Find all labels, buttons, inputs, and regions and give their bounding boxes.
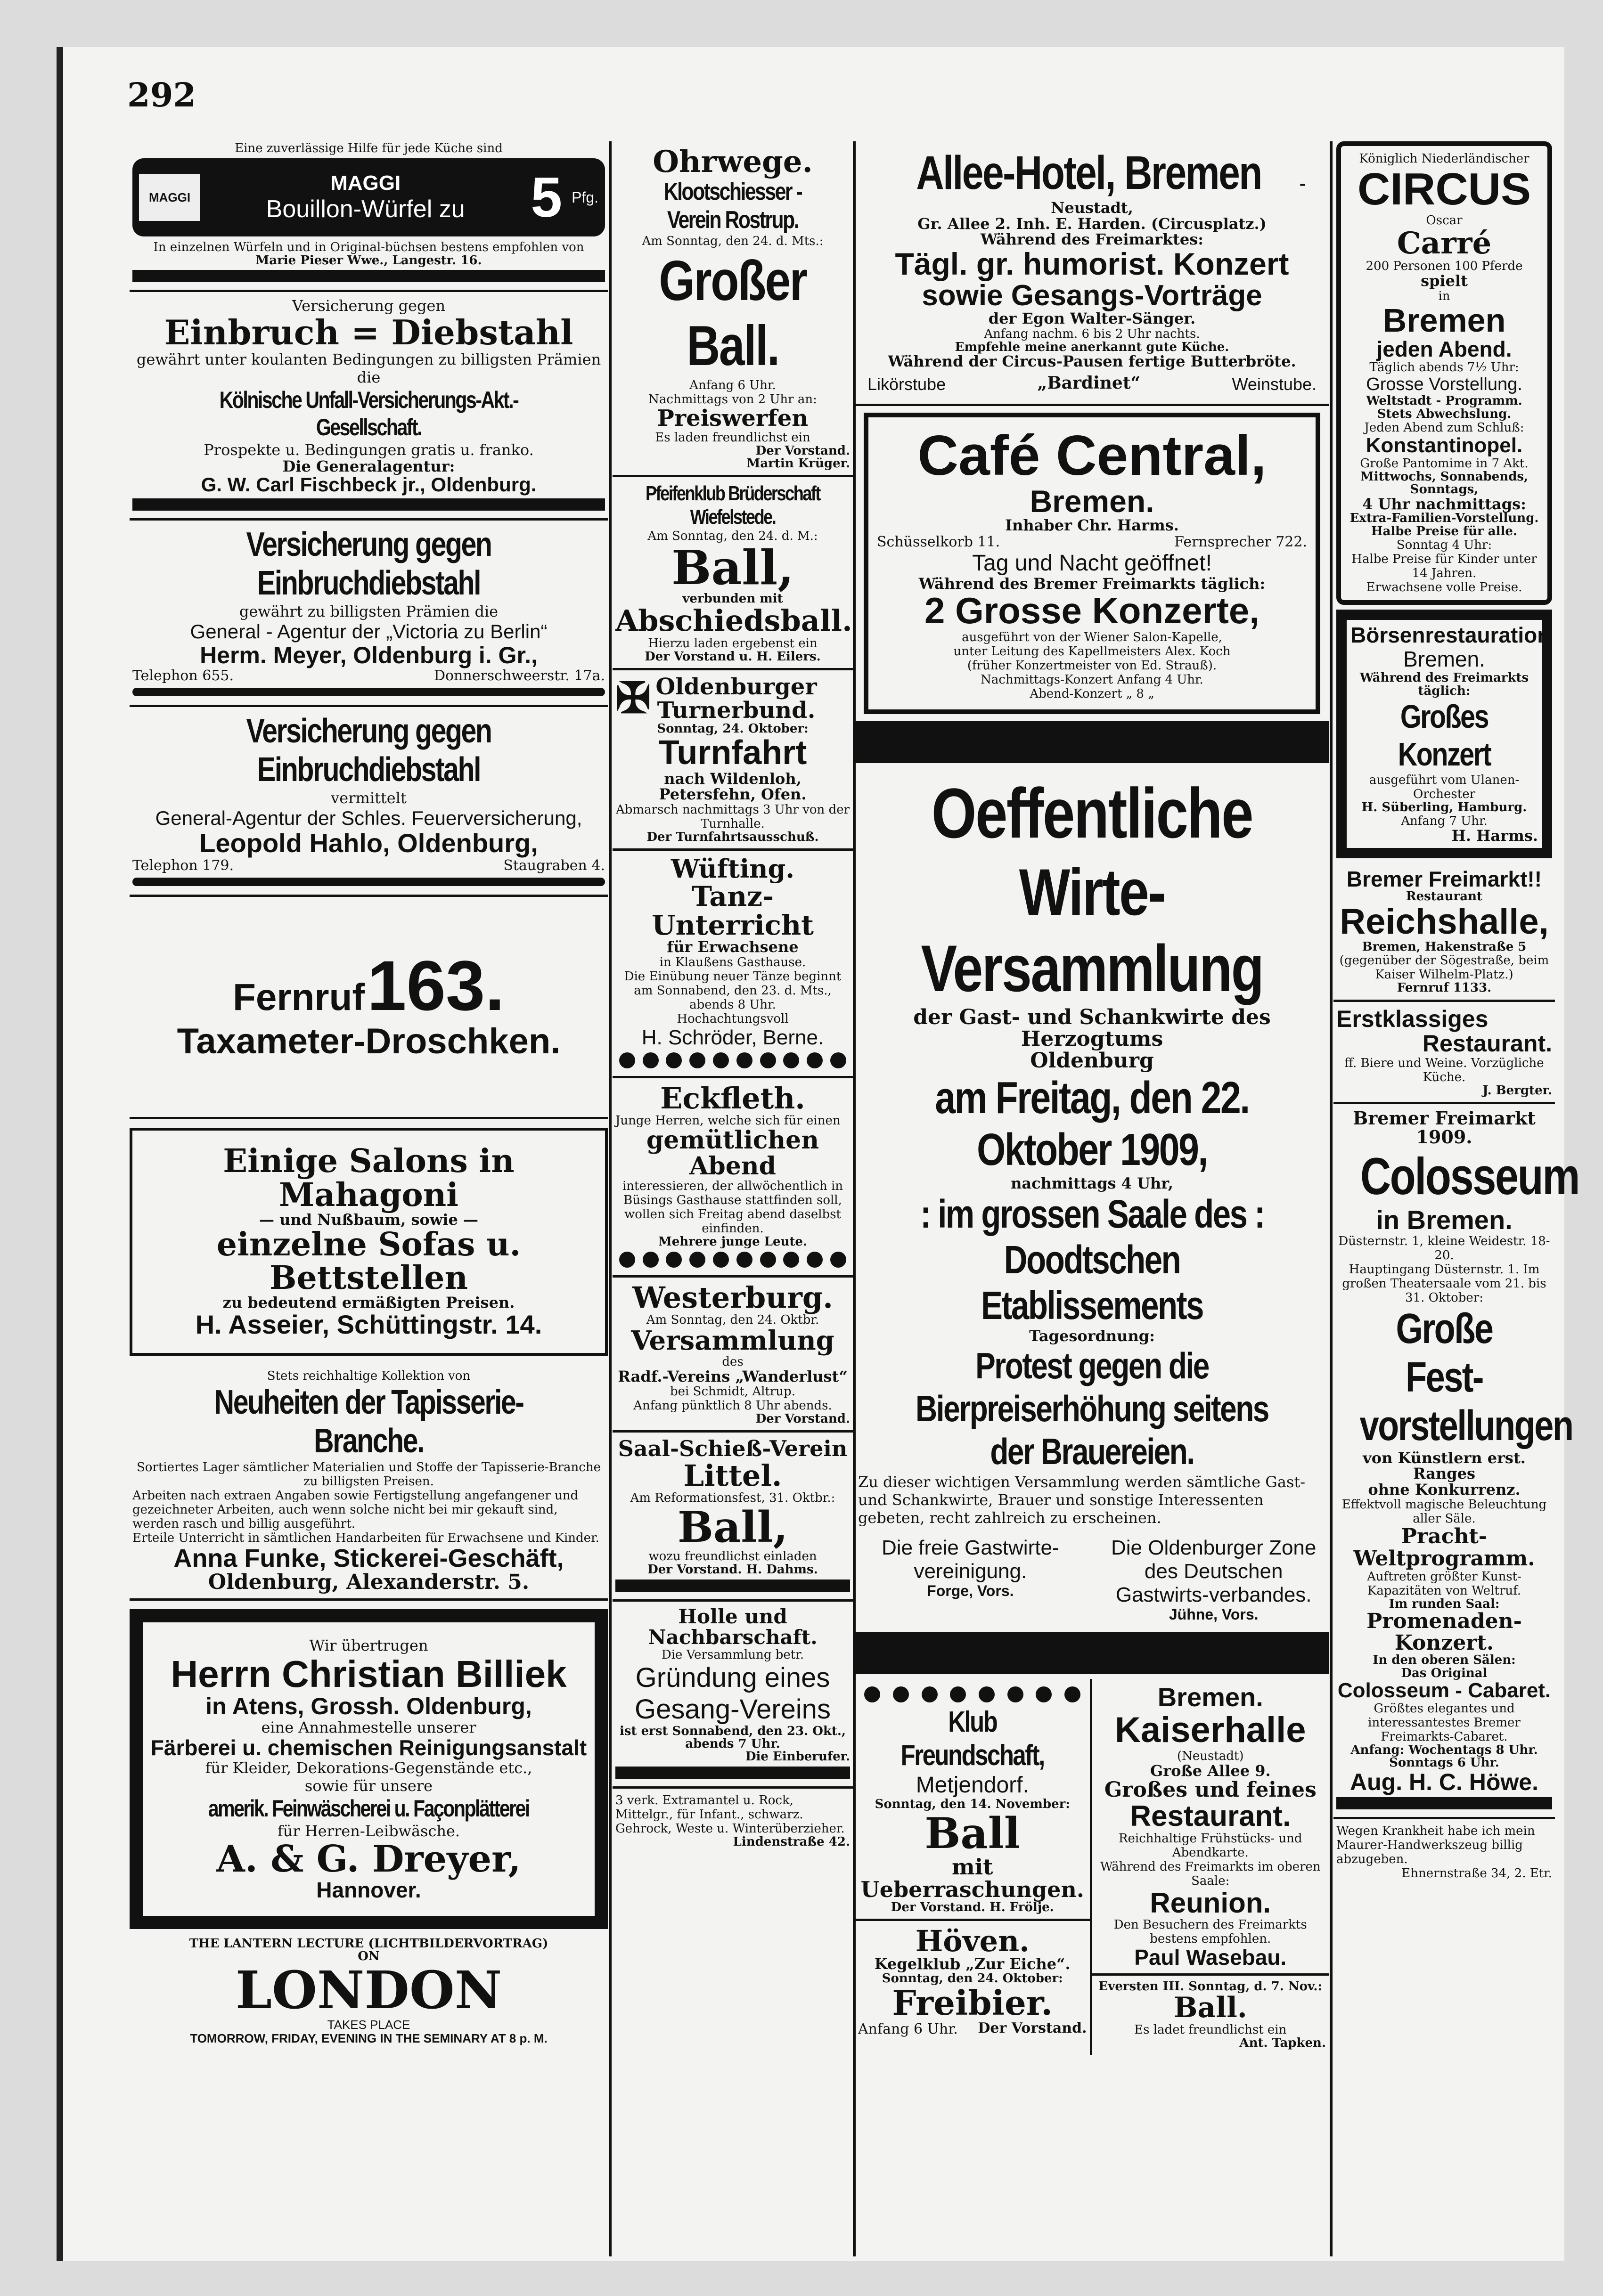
london-kicker: THE LANTERN LECTURE (LICHTBILDERVORTRAG) [189, 1936, 548, 1951]
kaiserhalle-ad [1092, 1679, 1329, 1976]
kaiser-addr: Große Allee 9. [1150, 1761, 1271, 1780]
boersen-band: H. Süberling, Hamburg. [1361, 800, 1527, 814]
circus-owner-label: Oscar [1426, 213, 1463, 228]
maggi-shop: Marie Pieser Wwe., Langestr. 16. [255, 253, 482, 268]
westerburg-ad [613, 1278, 853, 1433]
maurer-addr: Ehnernstraße 34, 2. Etr. [1401, 1866, 1552, 1881]
kaiser-during: Während des Freimarkts im oberen Saale: [1100, 1859, 1321, 1888]
maggi-brand: MAGGI [330, 171, 401, 195]
fernruf-label: Fernruf [232, 976, 365, 1018]
hoeven-title: Höven. [915, 1924, 1030, 1959]
col-prom: Promenaden-Konzert. [1366, 1609, 1522, 1655]
cafe-perf2: unter Leitung des Kapellmeisters Alex. Koch [953, 644, 1231, 659]
ohrwege-club: Klootschiesser - Verein Rostrup. [663, 178, 802, 234]
cafe-perf3: (früher Konzertmeister von Ed. Strauß). [967, 659, 1217, 673]
klub-event: Ball [924, 1808, 1021, 1858]
boersen-concert: Großes Konzert [1398, 698, 1491, 773]
col-kicker: Bremer Freimarkt 1909. [1353, 1107, 1536, 1148]
circus-family: Extra-Familien-Vorstellung. [1349, 511, 1539, 526]
col-theatre: Hauptingang Düsternstr. 1. Im großen Theatersaale vom 21. bis 31. Oktober: [1342, 1262, 1546, 1305]
dot-divider [858, 1686, 1087, 1702]
boersen-ad [1336, 610, 1552, 858]
schles-phone: Telephon 179. [132, 857, 234, 874]
klub-ad [855, 1679, 1090, 1921]
reich-phone: Fernruf 1133. [1397, 981, 1492, 995]
erst-title: Erstklassiges [1336, 1005, 1488, 1032]
cafe-during: Während des Bremer Freimarkts täglich: [918, 574, 1266, 593]
maggi-banner [132, 158, 605, 236]
dreyer-goods: für Kleider, Dekorations-Gegenstände etc., [205, 1759, 532, 1777]
dreyer-place: in Atens, Grossh. Oldenburg, [205, 1693, 532, 1719]
pfeifen-title: Pfeifenklub Brüderschaft Wiefelstede. [646, 482, 820, 529]
ohrwege-title: Ohrwege. [653, 144, 813, 179]
london-when: TOMORROW, FRIDAY, EVENING IN THE SEMINARY AT 8 p. M. [190, 2031, 548, 2045]
wirte-place2: Doodtschen Etablissements [981, 1238, 1203, 1328]
holle-date: ist erst Sonnabend, den 23. Okt., abends 7 Uhr. [620, 1724, 846, 1751]
einbruch-kicker: Versicherung gegen [292, 297, 446, 315]
allee-bar-left: Likörstube [867, 374, 946, 394]
kaiser-visitors: Den Besuchern des Freimarkts bestens empfohlen. [1113, 1917, 1307, 1946]
turner-route: nach Wildenloh, Petersfehn, Ofen. [659, 769, 807, 804]
klub-date: Sonntag, den 14. November: [875, 1797, 1070, 1812]
maurer-text: Wegen Krankheit habe ich mein Maurer-Handwerkszeug billig abzugeben. [1336, 1824, 1535, 1867]
col-addr: Düsternstr. 1, kleine Weidestr. 18-20. [1338, 1234, 1550, 1262]
everst-text: Eversten III. Sonntag, d. 7. Nov.: [1098, 1979, 1323, 1994]
kaiser-rest1: Großes und feines [1104, 1777, 1317, 1802]
holle-title: Holle und Nachbarschaft. [648, 1604, 818, 1649]
salons-line4: zu bedeutend ermäßigten Preisen. [222, 1294, 515, 1312]
circus-half: Halbe Preise für alle. [1371, 524, 1517, 538]
col-bar: Größtes elegantes und interessantestes Bremer Freimarkts-Cabaret. [1368, 1702, 1521, 1744]
littel-date: Am Reformationsfest, 31. Oktbr.: [630, 1490, 835, 1505]
eckfleth-title: Eckfleth. [660, 1081, 805, 1116]
circus-variety: Stets Abwechslung. [1377, 407, 1512, 421]
kaiser-city: Bremen. [1157, 1682, 1263, 1712]
schles-text: vermittelt [331, 789, 407, 807]
coat-addr: Lindenstraße 42. [733, 1834, 850, 1849]
maggi-kicker: Eine zuverlässige Hilfe für jede Küche sind [235, 141, 503, 155]
circus-ad [1336, 141, 1552, 605]
wirte-region: Oldenburg [1030, 1049, 1154, 1073]
victoria-agency: General - Agentur der „Victoria zu Berlin“ [190, 620, 548, 643]
everst-event: Ball. [1173, 1991, 1247, 2025]
hoeven-ad [855, 1921, 1090, 2042]
tapisserie-text3: Erteile Unterricht in sämtlichen Handarbeiten für Erwachsene und Kinder. [132, 1531, 599, 1545]
maggi-unit: Pfg. [572, 188, 598, 206]
tapisserie-kicker: Stets reichhaltige Kollektion von [267, 1368, 471, 1383]
klub-sign: Der Vorstand. H. Frölje. [891, 1900, 1054, 1914]
klub-title: Klub Freundschaft, [900, 1706, 1044, 1772]
westerburg-des: des [722, 1354, 744, 1369]
eckfleth-text2: interessieren, der allwöchentlich in Büsings Gasthause stattfinden soll, wollen sich Freitag abend daselbst einfinden. [622, 1179, 843, 1236]
littel-invite: wozu freundlichst einladen [648, 1549, 817, 1564]
dreyer-city: Hannover. [316, 1878, 421, 1903]
dreyer-ad [130, 1609, 608, 1929]
kaiser-district: (Neustadt) [1177, 1749, 1244, 1763]
allee-time: Anfang nachm. 6 bis 2 Uhr nachts. [984, 326, 1200, 341]
circus-daily: jeden Abend. [1376, 337, 1512, 362]
maggi-price: 5 [531, 166, 563, 229]
circus-adults: Erwachsene volle Preise. [1366, 580, 1522, 594]
einbruch-text: gewährt unter koulanten Bedingungen zu billigsten Prämien die [136, 350, 601, 386]
reich-label: Restaurant [1406, 889, 1482, 904]
divider [132, 688, 605, 696]
circus-sunday: Sonntag 4 Uhr: [1396, 537, 1492, 552]
coat-ad [613, 1789, 853, 1853]
wirte-time: nachmittags 4 Uhr, [1011, 1174, 1173, 1192]
wuefting-regards: Hochachtungsvoll [677, 1012, 789, 1026]
allee-pause: Während der Circus-Pausen fertige Butterbröte. [888, 352, 1296, 371]
pfeifen-ad [613, 477, 853, 670]
wirte-date: am Freitag, den 22. Oktober 1909, [935, 1072, 1249, 1175]
littel-sign: Der Vorstand. H. Dahms. [647, 1563, 818, 1577]
dreyer-laundry2: für Herren-Leibwäsche. [277, 1822, 460, 1840]
pfeifen-invite: Hierzu laden ergebenst ein [648, 636, 818, 651]
hoeven-date: Sonntag, den 24. Oktober: [882, 1971, 1063, 1986]
london-ad [130, 1938, 608, 2045]
tapisserie-addr: Oldenburg, Alexanderstr. 5. [208, 1570, 530, 1595]
circus-children: Halbe Preise für Kinder unter 14 Jahren. [1351, 552, 1537, 580]
holle-event: Gründung eines Gesang-Vereins [635, 1662, 831, 1725]
dreyer-kicker: Wir übertrugen [309, 1636, 428, 1654]
holle-text: Die Versammlung betr. [661, 1647, 804, 1662]
col-effects: Effektvoll magische Beleuchtung aller Säle. [1341, 1498, 1547, 1526]
pfeifen-event2: Abschiedsball. [615, 603, 852, 638]
wuefting-ad [613, 851, 853, 1078]
column-3 [855, 141, 1329, 2256]
circus-owner: Carré [1397, 225, 1492, 261]
column-1 [130, 141, 608, 2256]
einbruch-agency-label: Die Generalagentur: [282, 457, 455, 475]
divider [132, 270, 605, 282]
everst-sign: Ant. Tapken. [1239, 2036, 1326, 2051]
victoria-street: Donnerschweerstr. 17a. [433, 668, 605, 684]
dreyer-role: eine Annahmestelle unserer [261, 1718, 476, 1737]
circus-plays: spielt [1421, 271, 1468, 290]
einbruch-text2: Prospekte u. Bedingungen gratis u. franko. [204, 440, 534, 459]
col-title: Colosseum [1360, 1147, 1579, 1205]
allee-singers: der Egon Walter-Sänger. [988, 309, 1196, 328]
westerburg-title: Westerburg. [632, 1280, 833, 1315]
col-city: in Bremen. [1376, 1205, 1513, 1235]
allee-addr: Gr. Allee 2. Inh. E. Harden. (Circusplatz.) [917, 214, 1267, 233]
ohrwege-event: Großer Ball. [659, 249, 807, 378]
wirte-title: Wirte-Versammlung [921, 855, 1263, 1006]
hoeven-sign: Der Vorstand. [978, 2019, 1087, 2036]
col-owner: Aug. H. C. Höwe. [1350, 1768, 1538, 1795]
boersen-start: Anfang 7 Uhr. [1401, 814, 1488, 829]
wuefting-sign: H. Schröder, Berne. [641, 1026, 824, 1050]
col-upper: In den oberen Sälen: [1373, 1653, 1516, 1668]
tapisserie-title: Neuheiten der Tapisserie-Branche. [214, 1383, 523, 1460]
westerburg-event: Versammlung [631, 1325, 834, 1356]
divider [615, 1580, 850, 1592]
wuefting-title: Wüfting. [671, 854, 795, 884]
schles-street: Staugraben 4. [503, 857, 605, 874]
allee-bar-mid: „Bardinet“ [1037, 373, 1141, 393]
cafe-title: Café Central, [917, 423, 1267, 487]
circus-4pm: 4 Uhr nachmittags: [1362, 495, 1526, 513]
erstklassig-ad [1333, 1002, 1555, 1104]
circus-show: Grosse Vorstellung. [1366, 375, 1522, 395]
turner-title2: Turnerbund. [657, 697, 816, 724]
victoria-title: Versicherung gegen Einbruchdiebstahl [246, 525, 491, 602]
hoeven-start: Anfang 6 Uhr. [858, 2020, 958, 2037]
ohrwege-date: Am Sonntag, den 24. d. Mts.: [642, 234, 824, 249]
holle-ad [613, 1602, 853, 1789]
dreyer-firm: A. & G. Dreyer, [216, 1838, 521, 1881]
turner-cross-icon: ✠ [615, 675, 651, 722]
wirte-org1: Die freie Gastwirte-vereinigung. [882, 1536, 1059, 1583]
allee-during: Während des Freimarktes: [980, 230, 1204, 249]
westerburg-host: bei Schmidt, Altrup. [670, 1384, 795, 1399]
london-on: ON [358, 1949, 380, 1963]
maggi-ad [130, 141, 608, 292]
wirte-of: der Gast- und Schankwirte des Herzogtums [913, 1005, 1271, 1051]
circus-city: Bremen [1382, 301, 1506, 339]
eversten-ad [1092, 1976, 1329, 2055]
ohrwege-afternoon: Nachmittags von 2 Uhr an: [648, 392, 817, 407]
maggi-product: Bouillon-Würfel zu [266, 195, 465, 223]
boersen-during: Während des Freimarkts täglich: [1359, 671, 1529, 698]
salons-line2: — und Nußbaum, sowie — [259, 1210, 479, 1229]
einbruch-title: Einbruch = Diebstahl [164, 312, 573, 353]
littel-ad [613, 1433, 853, 1601]
tapisserie-ad [130, 1364, 608, 1601]
pfeifen-event: Ball, [671, 540, 794, 596]
wuefting-for: für Erwachsene [667, 938, 799, 956]
tapisserie-text2: Arbeiten nach extraen Angaben sowie Fertigstellung angefangener und gezeichneter Arbeiten, auch wenn solche nicht bei mir gekauft sind, werden rasch und billig ausgeführt. [132, 1488, 579, 1531]
dreyer-person: Herrn Christian Billiek [171, 1653, 567, 1695]
taxameter: Taxameter-Droschken. [177, 1021, 561, 1062]
wuefting-place: in Klaußens Gasthause. [659, 955, 806, 970]
allee-gesang: sowie Gesangs-Vorträge [922, 279, 1262, 312]
einbruch-agent: G. W. Carl Fischbeck jr., Oldenburg. [201, 473, 537, 496]
wirte-ad [855, 768, 1329, 1627]
dreyer-business: Färberei u. chemischen Reinigungsanstalt [150, 1735, 587, 1760]
victoria-text: gewährt zu billigsten Prämien die [239, 602, 499, 620]
reich-kicker: Bremer Freimarkt!! [1346, 866, 1542, 891]
everst-invite: Es ladet freundlichst ein [1134, 2023, 1287, 2037]
page-number: 292 [127, 75, 196, 114]
turner-title1: Oldenburger [655, 673, 817, 700]
erst-owner: J. Bergter. [1482, 1083, 1552, 1098]
column-rule [1330, 141, 1333, 2256]
cafe-concerts: 2 Grosse Konzerte, [924, 590, 1260, 632]
cafe-perf1: ausgeführt von der Wiener Salon-Kapelle, [962, 630, 1222, 645]
column-2 [613, 141, 853, 2256]
erst-text: ff. Biere und Weine. Vorzügliche Küche. [1344, 1056, 1544, 1084]
col-hall: Im runden Saal: [1389, 1596, 1500, 1611]
reich-title: Reichshalle, [1340, 902, 1549, 942]
klub-place: Metjendorf. [916, 1773, 1029, 1798]
divider [855, 1632, 1329, 1674]
eckfleth-sign: Mehrere junge Leute. [658, 1235, 808, 1249]
westerburg-date: Am Sonntag, den 24. Oktbr. [646, 1312, 819, 1327]
westerburg-club: Radf.-Vereins „Wanderlust“ [618, 1367, 848, 1385]
pfeifen-date: Am Sonntag, den 24. d. M.: [647, 529, 818, 544]
salons-line3: einzelne Sofas u. Bettstellen [216, 1225, 521, 1297]
schles-agent: Leopold Hahlo, Oldenburg, [199, 828, 538, 858]
coat-text: 3 verk. Extramantel u. Rock, Mittelgr., für Infant., schwarz. Gehrock, Weste u. Winterüberzieher. [615, 1793, 845, 1836]
kaiser-reunion: Reunion. [1150, 1887, 1271, 1919]
turner-date: Sonntag, 24. Oktober: [657, 721, 809, 736]
cafe-times2: Abend-Konzert „ 8 „ [1030, 687, 1154, 701]
allee-ad [855, 141, 1329, 406]
wirte-agenda: Protest gegen die Bierpreiserhöhung seitens der Brauereien. [916, 1344, 1268, 1472]
cafe-addr: Schüsselkorb 11. [877, 533, 1000, 550]
divider [1336, 1797, 1552, 1809]
maggi-cube-icon: MAGGI [139, 174, 200, 221]
circus-panto: Große Pantomime in 7 Akt. [1360, 456, 1529, 471]
victoria-ad [130, 521, 608, 708]
fernruf-number: 163. [367, 945, 505, 1025]
col-start: Anfang: Wochentags 8 Uhr. Sonntags 6 Uhr. [1350, 1743, 1538, 1770]
wirte-kicker: Oeffentliche [931, 773, 1253, 853]
victoria-agent: Herm. Meyer, Oldenburg i. Gr., [200, 642, 538, 668]
westerburg-start: Anfang pünktlich 8 Uhr abends. [633, 1399, 832, 1413]
fernruf-ad [130, 897, 608, 1119]
eckfleth-ad [613, 1078, 853, 1278]
divider [132, 878, 605, 886]
wuefting-text: Die Einübung neuer Tänze beginnt am Sonnabend, den 23. d. Mts., abends 8 Uhr. [624, 969, 842, 1012]
pfeifen-sign: Der Vorstand u. H. Eilers. [645, 649, 821, 664]
littel-event: Ball, [677, 1502, 788, 1552]
boersen-title: Börsenrestauration [1350, 622, 1551, 647]
salons-line5: H. Asseier, Schüttingstr. 14. [195, 1309, 542, 1339]
circus-days: Mittwochs, Sonnabends, Sonntags, [1360, 470, 1529, 497]
circus-kicker: Königlich Niederländischer [1359, 152, 1529, 166]
littel-title: Littel. [683, 1458, 782, 1493]
kaiser-title: Kaiserhalle [1114, 1710, 1306, 1750]
boersen-owner: H. Harms. [1451, 827, 1538, 845]
allee-kitchen: Empfehle meine anerkannt gute Küche. [955, 340, 1229, 354]
reich-opp: (gegenüber der Sögestraße, beim Kaiser Wilhelm-Platz.) [1339, 953, 1549, 982]
schles-title: Versicherung gegen Einbruchdiebstahl [246, 712, 491, 789]
maurer-ad [1333, 1819, 1555, 1885]
circus-staff: 200 Personen 100 Pferde [1366, 259, 1523, 273]
allee-suffix: -Neustadt, [1051, 175, 1306, 217]
maggi-text: In einzelnen Würfeln und in Original-büchsen bestens empfohlen von [153, 240, 584, 254]
victoria-phone: Telephon 655. [132, 668, 234, 684]
erst-rest: Restaurant. [1422, 1030, 1552, 1057]
einbruch-company: Kölnische Unfall-Versicherungs-Akt.-Gesellschaft. [219, 386, 518, 440]
wirte-org1-sign: Forge, Vors. [927, 1582, 1014, 1599]
divider [615, 1767, 850, 1779]
cafe-central-ad [864, 413, 1320, 714]
allee-concert: Tägl. gr. humorist. Konzert [895, 246, 1289, 281]
salons-line1: Einige Salons in Mahagoni [223, 1142, 515, 1214]
reich-addr: Bremen, Hakenstraße 5 [1362, 940, 1527, 954]
westerburg-sign: Der Vorstand. [755, 1412, 850, 1426]
kaiser-rest2: Restaurant. [1130, 1799, 1291, 1832]
klub-with: mit Ueberraschungen. [860, 1854, 1084, 1903]
col-artists: Auftreten größter Kunst-Kapazitäten von Weltruf. [1367, 1569, 1521, 1598]
kaiser-owner: Paul Wasebau. [1134, 1945, 1287, 1970]
wirte-agenda-label: Tagesordnung: [1029, 1327, 1155, 1345]
einbruch-ad [130, 292, 608, 520]
col-orig: Das Original [1401, 1666, 1488, 1680]
ohrwege-sign2: Martin Krüger. [746, 456, 850, 471]
reichshalle-ad [1333, 863, 1555, 1002]
cafe-times1: Nachmittags-Konzert Anfang 4 Uhr. [981, 673, 1203, 687]
turner-ad [613, 670, 853, 851]
wirte-place1: : im grossen Saale des : [920, 1192, 1264, 1237]
dot-divider [615, 1252, 850, 1268]
turner-depart: Abmarsch nachmittags 3 Uhr von der Turnhalle. [615, 802, 850, 831]
littel-club: Saal-Schieß-Verein [618, 1436, 848, 1462]
col-by: von Künstlern erst. Ranges [1363, 1449, 1526, 1483]
circus-title: CIRCUS [1357, 164, 1531, 214]
divider [132, 498, 605, 511]
pfeifen-with: verbunden mit [682, 592, 783, 606]
boersen-by: ausgeführt vom Ulanen-Orchester [1369, 773, 1520, 801]
column-rule [609, 141, 612, 2256]
circus-after: Jeden Abend zum Schluß: [1364, 420, 1524, 435]
dreyer-sowie: sowie für unsere [304, 1777, 433, 1795]
schles-ad [130, 707, 608, 897]
allee-title: Allee-Hotel, Bremen [916, 147, 1262, 199]
ohrwege-preis: Preiswerfen [657, 405, 809, 432]
boersen-city: Bremen. [1403, 647, 1485, 672]
ohrwege-ad [613, 141, 853, 477]
col-shows: vorstellungen [1359, 1402, 1573, 1449]
turner-event: Turnfahrt [658, 733, 807, 772]
ohrwege-start: Anfang 6 Uhr. [689, 378, 776, 393]
cafe-city: Bremen. [1030, 483, 1154, 519]
tapisserie-name: Anna Funke, Stickerei-Geschäft, [173, 1544, 564, 1572]
cafe-phone: Fernsprecher 722. [1174, 533, 1307, 550]
circus-in: in [1438, 289, 1450, 303]
col-fest: Große Fest- [1396, 1305, 1493, 1401]
cafe-hours: Tag und Nacht geöffnet! [972, 550, 1212, 576]
wirte-org2-sign: Jühne, Vors. [1169, 1605, 1259, 1623]
wirte-text: Zu dieser wichtigen Versammlung werden sämtliche Gast- und Schankwirte, Brauer und sonstige Interessenten gebeten, recht zahlreich zu erscheinen. [858, 1473, 1306, 1527]
salons-ad [130, 1128, 608, 1356]
hoeven-event: Freibier. [892, 1983, 1053, 2023]
london-takes: TAKES PLACE [327, 2017, 410, 2032]
column-4 [1333, 141, 1579, 2256]
eckfleth-event: gemütlichen Abend [646, 1126, 819, 1181]
divider [855, 721, 1329, 763]
hoeven-club: Kegelklub „Zur Eiche“. [874, 1955, 1071, 1973]
circus-finale: Konstantinopel. [1366, 433, 1523, 457]
eckfleth-text1: Junge Herren, welche sich für einen [615, 1114, 841, 1128]
holle-sign: Die Einberufer. [745, 1750, 850, 1764]
wuefting-event: Tanz-Unterricht [652, 880, 814, 941]
allee-bar-right: Weinstube. [1232, 374, 1317, 394]
col-comp: ohne Konkurrenz. [1368, 1480, 1521, 1498]
tapisserie-text1: Sortiertes Lager sämtlicher Materialien und Stoffe der Tapisserie-Branche zu billigsten Preisen. [136, 1460, 601, 1489]
circus-time: Täglich abends 7½ Uhr: [1369, 360, 1519, 375]
turner-sign: Der Turnfahrtsausschuß. [646, 830, 819, 844]
dot-divider [615, 1052, 850, 1068]
circus-program: Weltstadt - Programm. [1366, 394, 1522, 408]
colosseum-ad [1333, 1104, 1579, 1819]
cafe-owner: Inhaber Chr. Harms. [1005, 516, 1179, 534]
london-title: LONDON [235, 1960, 502, 2021]
schles-agency: General-Agentur der Schles. Feuerversicherung, [155, 807, 582, 830]
ohrwege-invite: Es laden freundlichst ein [655, 430, 810, 445]
wirte-org2: Die Oldenburger Zone des Deutschen Gastwirts-verbandes. [1111, 1536, 1317, 1606]
ohrwege-sign1: Der Vorstand. [755, 443, 850, 458]
kaiser-food: Reichhaltige Frühstücks- und Abendkarte. [1118, 1831, 1302, 1860]
col-cabaret: Colosseum - Cabaret. [1337, 1679, 1551, 1702]
dreyer-laundry: amerik. Feinwäscherei u. Façonplätterei [208, 1795, 530, 1822]
col-program: Pracht-Weltprogramm. [1353, 1524, 1535, 1571]
